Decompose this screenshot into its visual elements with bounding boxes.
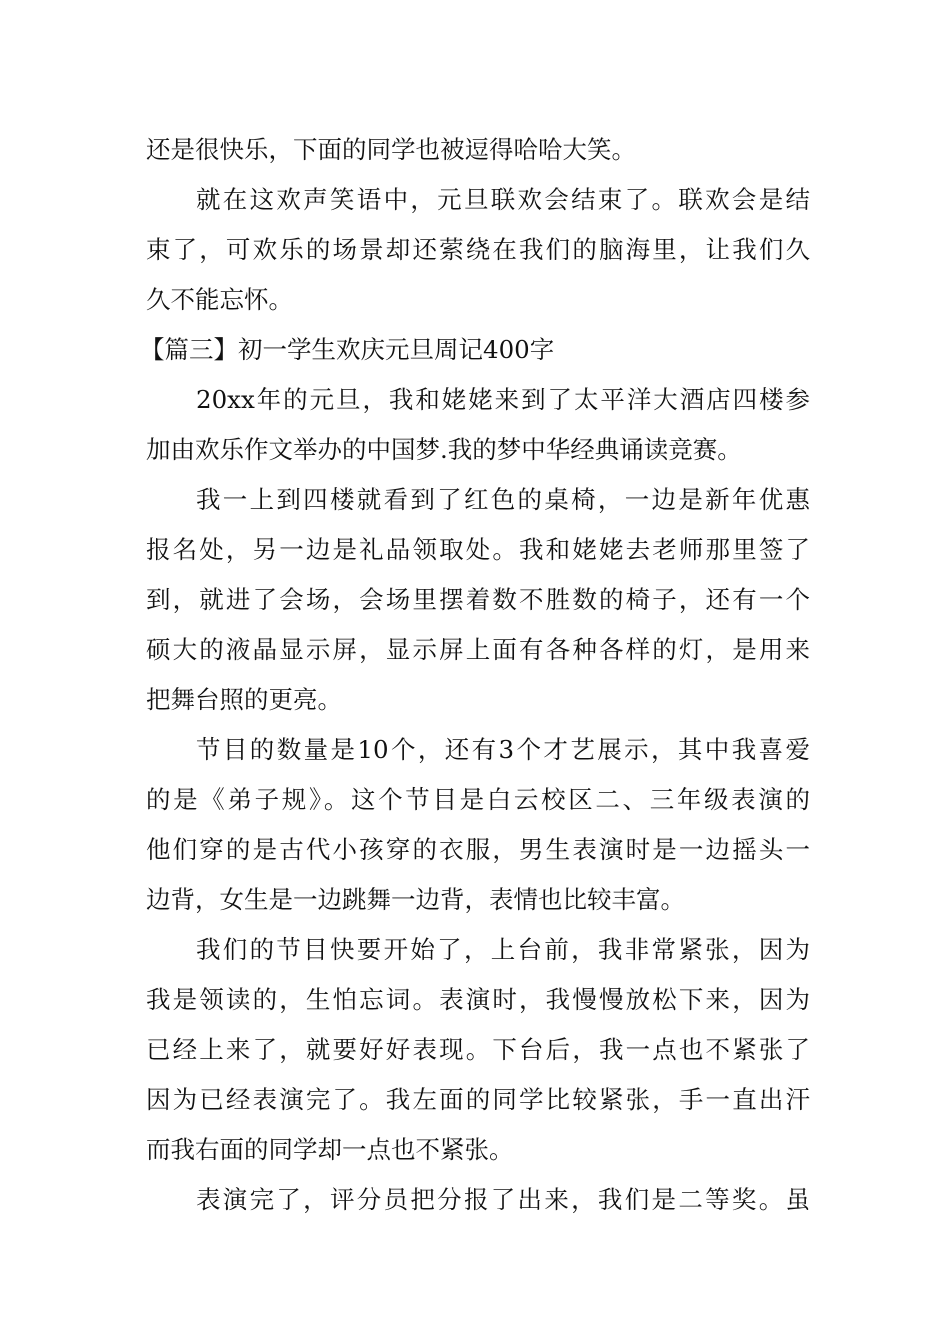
text-line: 还是很快乐，下面的同学也被逗得哈哈大笑。 xyxy=(146,135,636,164)
text-line: 因为已经表演完了。我左面的同学比较紧张，手一直出汗 xyxy=(146,1085,810,1114)
text-line: 的是《弟子规》。这个节目是白云校区二、三年级表演的 xyxy=(146,785,810,814)
text-line: 他们穿的是古代小孩穿的衣服，男生表演时是一边摇头一 xyxy=(146,835,810,864)
paragraph-first-line: 节目的数量是10个，还有3个才艺展示，其中我喜爱 xyxy=(196,735,810,764)
paragraph-first-line: 表演完了，评分员把分报了出来，我们是二等奖。虽 xyxy=(196,1185,810,1214)
text-line: 边背，女生是一边跳舞一边背，表情也比较丰富。 xyxy=(146,885,685,914)
text-line: 加由欢乐作文举办的中国梦.我的梦中华经典诵读竞赛。 xyxy=(146,435,742,464)
text-line: 到，就进了会场，会场里摆着数不胜数的椅子，还有一个 xyxy=(146,585,810,614)
paragraph-first-line: 就在这欢声笑语中，元旦联欢会结束了。联欢会是结 xyxy=(196,185,810,214)
text-line: 而我右面的同学却一点也不紧张。 xyxy=(146,1135,514,1164)
paragraph-first-line: 20xx年的元旦，我和姥姥来到了太平洋大酒店四楼参 xyxy=(196,385,810,414)
text-line: 硕大的液晶显示屏，显示屏上面有各种各样的灯，是用来 xyxy=(146,635,810,664)
paragraph-first-line: 我一上到四楼就看到了红色的桌椅，一边是新年优惠 xyxy=(196,485,810,514)
text-line: 报名处，另一边是礼品领取处。我和姥姥去老师那里签了 xyxy=(146,535,810,564)
text-line: 把舞台照的更亮。 xyxy=(146,685,342,714)
text-line: 我是领读的，生怕忘词。表演时，我慢慢放松下来，因为 xyxy=(146,985,810,1014)
text-line: 束了，可欢乐的场景却还萦绕在我们的脑海里，让我们久 xyxy=(146,235,810,264)
paragraph-first-line: 我们的节目快要开始了，上台前，我非常紧张，因为 xyxy=(196,935,810,964)
text-line: 久不能忘怀。 xyxy=(146,285,293,314)
text-line: 已经上来了，就要好好表现。下台后，我一点也不紧张了 xyxy=(146,1035,810,1064)
section-heading: 【篇三】初一学生欢庆元旦周记400字 xyxy=(140,335,555,364)
